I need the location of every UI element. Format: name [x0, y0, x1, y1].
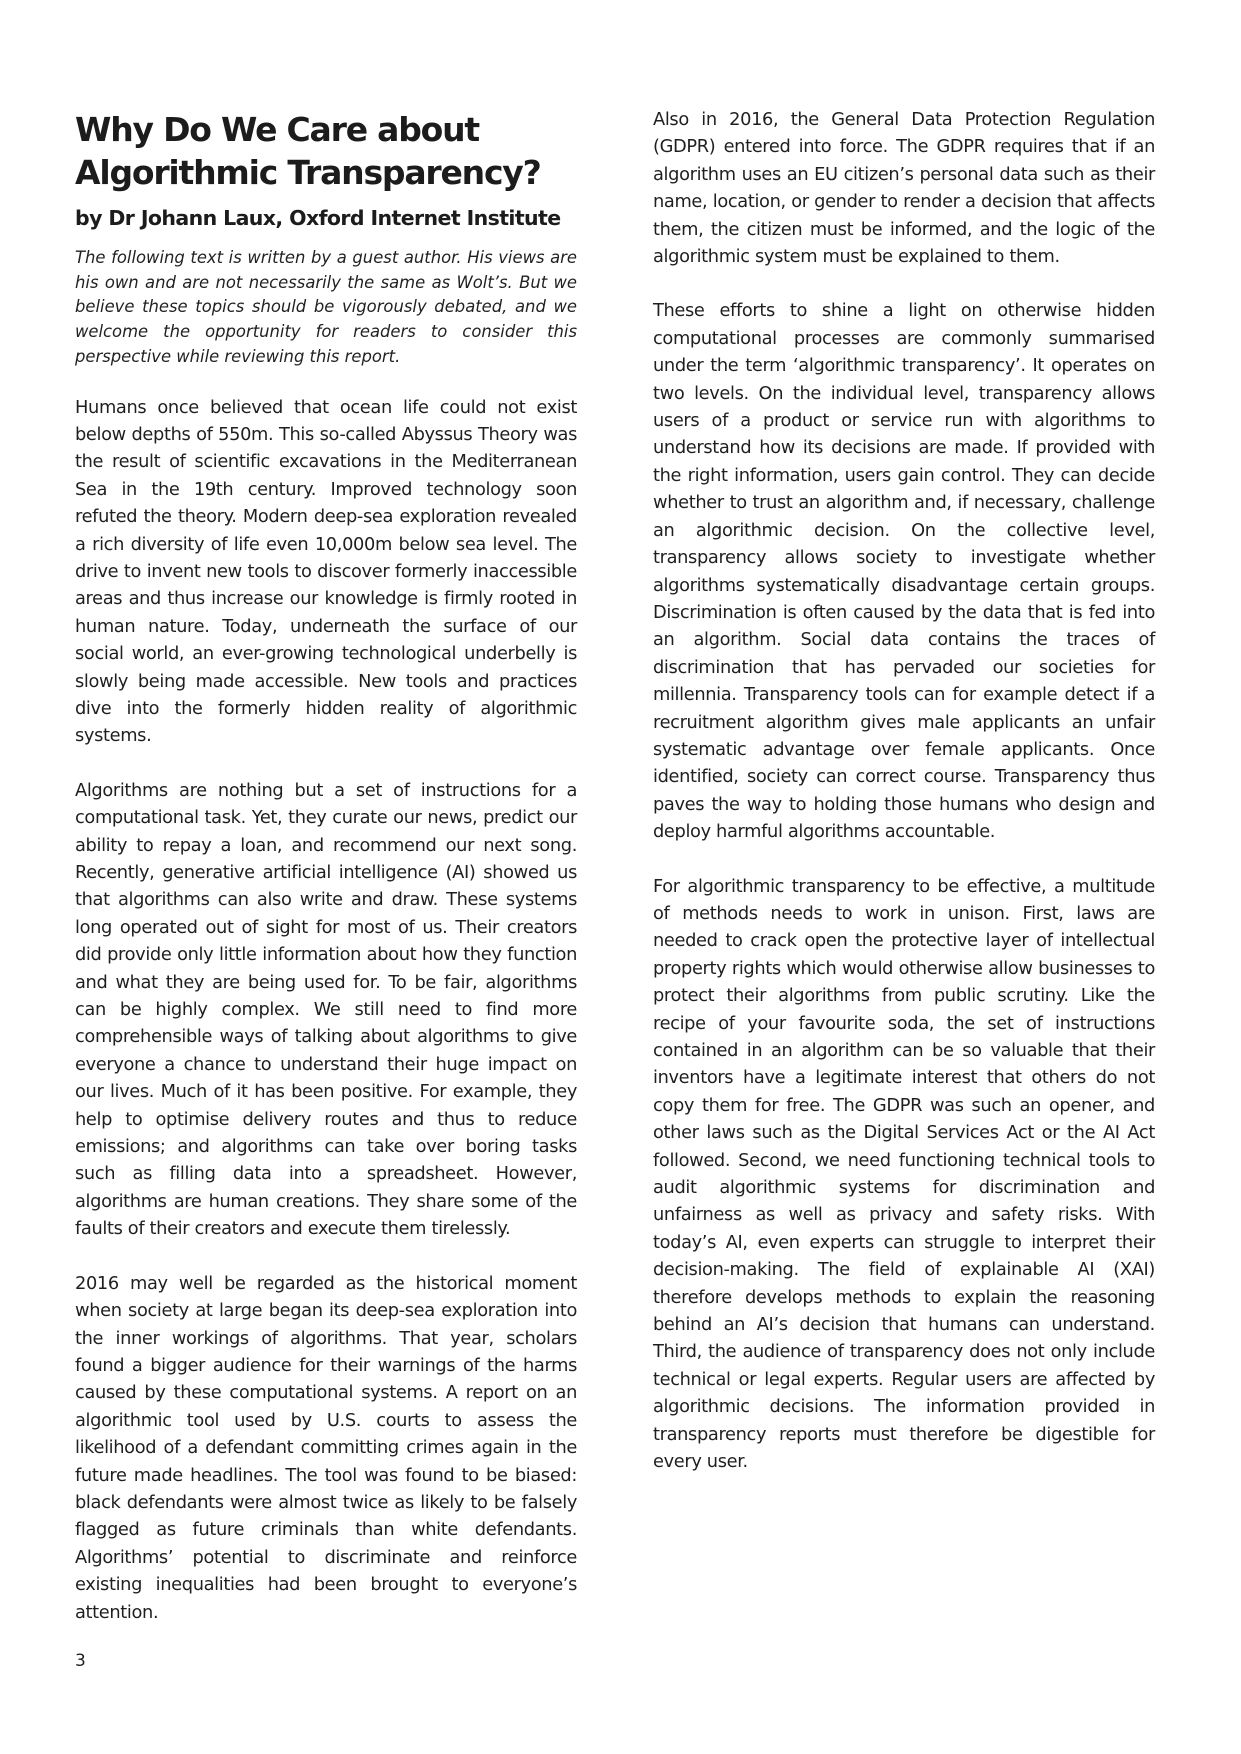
article-byline: by Dr Johann Laux, Oxford Internet Institute [75, 206, 561, 230]
article-title: Why Do We Care about Algorithmic Transparency? [75, 110, 541, 192]
paragraph-2016-moment: 2016 may well be regarded as the historical moment when society at large began its deep-sea exploration into the inner workings of algorithms. That year, scholars found a bigger audience for their warnings of the harms caused by these computational systems. A report on an algorithmic tool used by U.S. courts to assess the likelihood of a defendant committing crimes again in the future made headlines. The tool was found to be biased: black defendants were almost twice as likely to be falsely flagged as future criminals than white defendants. Algorithms’ potential to discriminate and reinforce existing inequalities had been brought to everyone’s attention. [75, 1272, 577, 1623]
left-column [75, 108, 577, 1653]
paragraph-abyssus-theory: Humans once believed that ocean life could not exist below depths of 550m. This so-called Abyssus Theory was the result of scientific excavations in the Mediterranean Sea in the 19th century. Improved technology soon refuted the theory. Modern deep-sea exploration revealed a rich diversity of life even 10,000m below sea level. The drive to invent new tools to discover formerly inaccessible areas and thus increase our knowledge is firmly rooted in human nature. Today, underneath the surface of our social world, an ever-growing technological underbelly is slowly being made accessible. New tools and practices dive into the formerly hidden reality of algorithmic systems. [75, 396, 577, 747]
guest-author-disclaimer: The following text is written by a guest author. His views are his own and are not necessarily the same as Wolt’s. But we believe these topics should be vigorously debated, and we welcome the opportunity for readers to consider this perspective while reviewing this report. [75, 248, 577, 366]
paragraph-methods-in-unison: For algorithmic transparency to be effective, a multitude of methods needs to work in unison. First, laws are needed to crack open the protective layer of intellectual property rights which would otherwise allow businesses to protect their algorithms from public scrutiny. Like the recipe of your favourite soda, the set of instructions contained in an algorithm can be so valuable that their inventors have a legitimate interest that others do not copy them for free. The GDPR was such an opener, and other laws such as the Digital Services Act or the AI Act followed. Second, we need functioning technical tools to audit algorithmic systems for discrimination and unfairness as well as privacy and safety risks. With today’s AI, even experts can struggle to interpret their decision-making. The field of explainable AI (XAI) therefore develops methods to explain the reasoning behind an AI’s decision that humans can understand. Third, the audience of transparency does not only include technical or legal experts. Regular users are affected by algorithmic decisions. The information provided in transparency reports must therefore be digestible for every user. [653, 875, 1155, 1473]
paragraph-algorithms-defined: Algorithms are nothing but a set of instructions for a computational task. Yet, they curate our news, predict our ability to repay a loan, and recommend our next song. Recently, generative artificial intelligence (AI) showed us that algorithms can also write and draw. These systems long operated out of sight for most of us. Their creators did provide only little information about how they function and what they are being used for. To be fair, algorithms can be highly complex. We still need to find more comprehensible ways of talking about algorithms to give everyone a chance to understand their huge impact on our lives. Much of it has been positive. For example, they help to optimise delivery routes and thus to reduce emissions; and algorithms can take over boring tasks such as filling data into a spreadsheet. However, algorithms are human creations. They share some of the faults of their creators and execute them tirelessly. [75, 779, 577, 1240]
paragraph-gdpr: Also in 2016, the General Data Protection Regulation (GDPR) entered into force. The GDPR requires that if an algorithm uses an EU citizen’s personal data such as their name, location, or gender to render a decision that affects them, the citizen must be informed, and the logic of the algorithmic system must be explained to them. [653, 109, 1155, 268]
page-number: 3 [75, 1651, 86, 1671]
paragraph-two-levels: These efforts to shine a light on otherwise hidden computational processes are commonly summarised under the term ‘algorithmic transparency’. It operates on two levels. On the individual level, transparency allows users of a product or service run with algorithms to understand how its decisions are made. If provided with the right information, users gain control. They can decide whether to trust an algorithm and, if necessary, challenge an algorithmic decision. On the collective level, transparency allows society to investigate whether algorithms systematically disadvantage certain groups. Discrimination is often caused by the data that is fed into an algorithm. Social data contains the traces of discrimination that has pervaded our societies for millennia. Transparency tools can for example detect if a recruitment algorithm gives male applicants an unfair systematic advantage over female applicants. Once identified, society can correct course. Transparency thus paves the way to holding those humans who design and deploy harmful algorithms accountable. [653, 300, 1155, 843]
right-column [653, 106, 1155, 1503]
